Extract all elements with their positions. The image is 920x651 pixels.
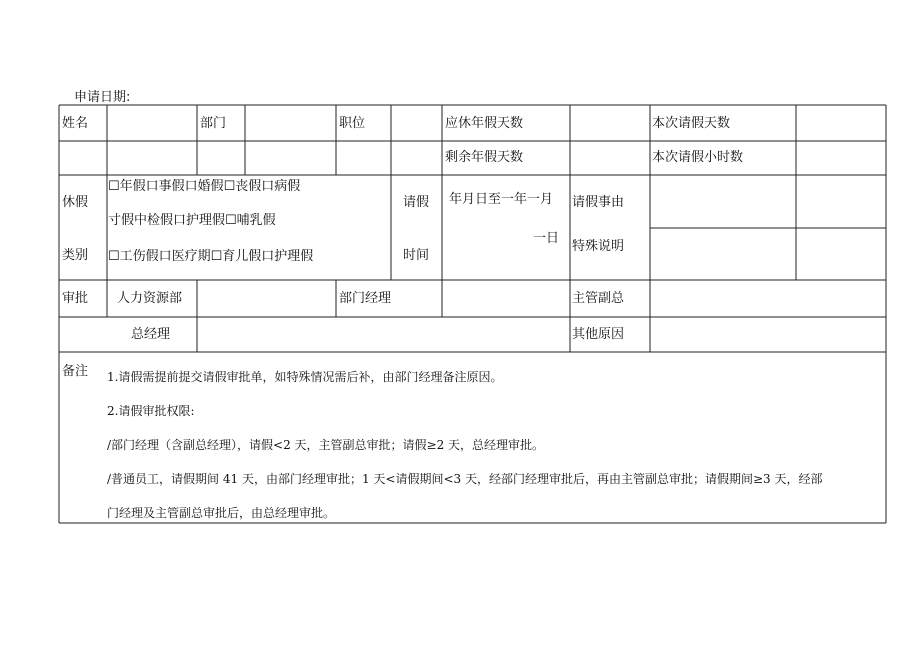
- leave-period-line-2: 一日: [533, 231, 560, 246]
- department-label: 部门: [200, 116, 227, 131]
- leave-time-label-2: 时间: [403, 248, 430, 263]
- note-line-1: 1.请假需提前提交请假审批单，如特殊情况需后补，由部门经理备注原因。: [107, 370, 503, 384]
- leave-type-options-line-2[interactable]: 寸假中检假口护理假☐哺乳假: [108, 213, 276, 228]
- supervising-vp-label: 主管副总: [572, 291, 625, 306]
- note-line-3: /部门经理（含副总经理），请假<2 天，主管副总审批；请假≥2 天，总经理审批。: [107, 438, 545, 452]
- department-manager-label: 部门经理: [339, 291, 392, 306]
- this-leave-days-label: 本次请假天数: [652, 116, 731, 131]
- this-leave-hours-label: 本次请假小时数: [652, 150, 744, 165]
- note-line-4: /普通员工，请假期间 41 天，由部门经理审批；1 天<请假期间<3 天，经部门经理审批后，再由主管副总审批；请假期间≥3 天，经部: [107, 472, 823, 486]
- leave-time-label-1: 请假: [403, 195, 430, 210]
- apply-date-label: 申请日期:: [74, 90, 131, 105]
- annual-leave-due-label: 应休年假天数: [445, 116, 524, 131]
- note-line-2: 2.请假审批权限:: [107, 404, 195, 418]
- notes-label: 备注: [62, 364, 89, 379]
- note-line-5: 门经理及主管副总审批后，由总经理审批。: [107, 506, 336, 520]
- general-manager-label: 总经理: [131, 327, 171, 342]
- leave-reason-label: 请假事由: [572, 195, 625, 210]
- leave-type-label-1: 休假: [62, 195, 89, 210]
- hr-department-label: 人力资源部: [117, 291, 183, 306]
- leave-type-options-line-1[interactable]: ☐年假口事假口婚假☐丧假口病假: [108, 179, 301, 194]
- leave-type-options-line-3[interactable]: ☐工伤假口医疗期☐育儿假口护理假: [108, 249, 314, 264]
- remaining-annual-leave-label: 剩余年假天数: [445, 150, 524, 165]
- special-note-label: 特殊说明: [572, 239, 625, 254]
- position-label: 职位: [339, 116, 366, 131]
- leave-period-line-1: 年月日至一年一月: [449, 192, 554, 207]
- leave-type-label-2: 类别: [62, 248, 89, 263]
- approval-label: 审批: [62, 291, 89, 306]
- other-reason-label: 其他原因: [572, 327, 625, 342]
- name-label: 姓名: [62, 116, 89, 131]
